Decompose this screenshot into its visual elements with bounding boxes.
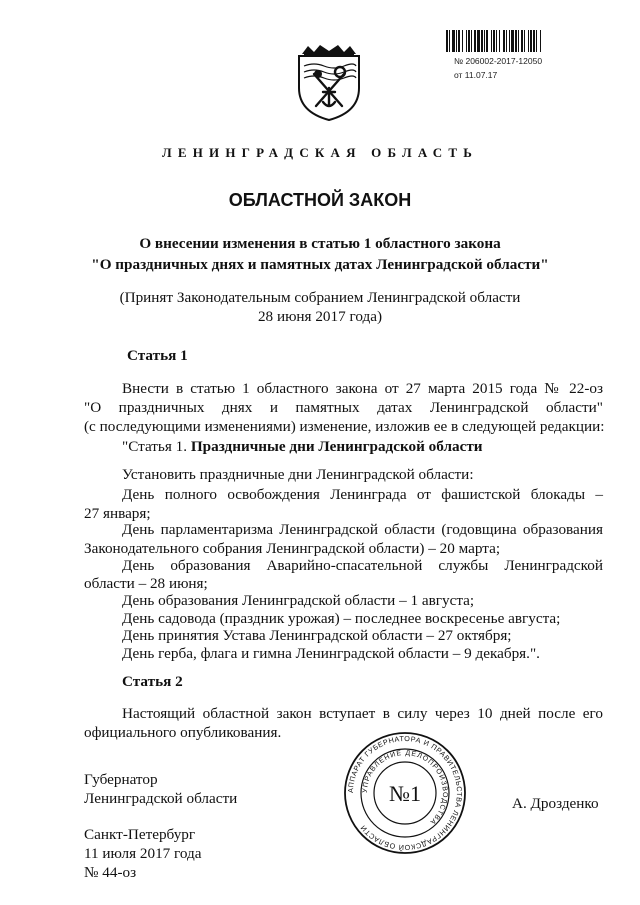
holiday-line: 27 января; bbox=[84, 505, 151, 522]
barcode-bar bbox=[503, 30, 505, 52]
quote-heading: Праздничные дни Ленинградской области bbox=[190, 438, 483, 455]
article2-line: официального опубликования. bbox=[84, 724, 282, 741]
signatory-title-line2: Ленинградской области bbox=[84, 790, 238, 807]
article1-intro-line: Внести в статью 1 областного закона от 27 марта 2015 года № 22-оз bbox=[122, 380, 603, 397]
stamp-number: №1 bbox=[389, 781, 421, 806]
signing-date: 11 июля 2017 года bbox=[84, 845, 202, 862]
law-subtitle-line2: "О праздничных днях и памятных датах Ленинградской области" bbox=[91, 256, 549, 273]
article1-intro-line: "О праздничных днях и памятных датах Ленинградской области" bbox=[84, 399, 603, 416]
article2-heading: Статья 2 bbox=[122, 673, 183, 690]
adoption-note-line1: (Принят Законодательным собранием Ленинградской области bbox=[119, 289, 521, 306]
city: Санкт-Петербург bbox=[84, 826, 196, 843]
law-number: № 44-оз bbox=[84, 864, 137, 881]
barcode-bar bbox=[530, 30, 532, 52]
holiday-line: День герба, флага и гимна Ленинградской области – 9 декабря.". bbox=[122, 645, 540, 662]
stamp-ring-text: АППАРАТ ГУБЕРНАТОРА И ПРАВИТЕЛЬСТВА ЛЕНИНГРАДСКОЙ ОБЛАСТИ bbox=[345, 733, 465, 853]
barcode-bar bbox=[474, 30, 476, 52]
registration-date: от 11.07.17 bbox=[454, 70, 498, 80]
quote-prefix: "Статья 1. bbox=[122, 438, 191, 455]
law-subtitle-line1: О внесении изменения в статью 1 областного закона bbox=[139, 235, 501, 252]
holiday-line: Законодательного собрания Ленинградской области) – 20 марта; bbox=[84, 540, 501, 557]
barcode-bar bbox=[521, 30, 523, 52]
barcode-bar bbox=[452, 30, 455, 52]
barcode-bar bbox=[471, 30, 472, 52]
barcode-bar bbox=[506, 30, 507, 52]
barcode-bar bbox=[524, 30, 525, 52]
region-title: ЛЕНИНГРАДСКАЯ ОБЛАСТЬ bbox=[161, 145, 479, 160]
law-type-heading: ОБЛАСТНОЙ ЗАКОН bbox=[228, 190, 412, 210]
registration-number: № 206002-2017-12050 bbox=[454, 56, 543, 66]
adoption-note-line2: 28 июня 2017 года) bbox=[257, 308, 383, 325]
holiday-line: День образования Аварийно-спасательной службы Ленинградской bbox=[122, 557, 603, 574]
article1-intro-line: (с последующими изменениями) изменение, изложив ее в следующей редакции: bbox=[84, 418, 605, 435]
barcode bbox=[446, 30, 586, 52]
holiday-line: День образования Ленинградской области – 1 августа; bbox=[122, 592, 475, 609]
article2-line: Настоящий областной закон вступает в силу через 10 дней после его bbox=[122, 705, 603, 722]
holiday-line: области – 28 июня; bbox=[84, 575, 208, 592]
barcode-bar bbox=[499, 30, 500, 52]
barcode-bar bbox=[496, 30, 497, 52]
official-stamp bbox=[342, 730, 468, 856]
signatory-name: А. Дрозденко bbox=[512, 795, 599, 812]
barcode-bar bbox=[540, 30, 541, 52]
stamp-inner-text: УПРАВЛЕНИЕ ДЕЛОПРОИЗВОДСТВА bbox=[361, 749, 449, 826]
barcode-bar bbox=[456, 30, 457, 52]
barcode-bar bbox=[486, 30, 488, 52]
holiday-line: День садовода (праздник урожая) – последнее воскресенье августа; bbox=[122, 610, 561, 627]
holidays-intro: Установить праздничные дни Ленинградской области: bbox=[122, 466, 474, 483]
barcode-bar bbox=[449, 30, 450, 52]
barcode-bar bbox=[484, 30, 485, 52]
holiday-line: День полного освобождения Ленинграда от фашистской блокады – bbox=[122, 486, 603, 503]
barcode-bar bbox=[518, 30, 519, 52]
barcode-bar bbox=[477, 30, 480, 52]
barcode-bar bbox=[481, 30, 483, 52]
barcode-bar bbox=[493, 30, 495, 52]
barcode-bar bbox=[462, 30, 463, 52]
holiday-line: День принятия Устава Ленинградской области – 27 октября; bbox=[122, 627, 512, 644]
barcode-bar bbox=[491, 30, 492, 52]
barcode-bar bbox=[515, 30, 517, 52]
holiday-line: День парламентаризма Ленинградской области (годовщина образования bbox=[122, 521, 603, 538]
signatory-title-line1: Губернатор bbox=[84, 771, 158, 788]
barcode-bar bbox=[536, 30, 537, 52]
barcode-bar bbox=[466, 30, 467, 52]
barcode-bar bbox=[528, 30, 529, 52]
barcode-bar bbox=[458, 30, 460, 52]
barcode-bar bbox=[468, 30, 470, 52]
barcode-bar bbox=[511, 30, 514, 52]
coat-of-arms-icon bbox=[296, 44, 362, 122]
barcode-bar bbox=[509, 30, 510, 52]
article1-heading: Статья 1 bbox=[127, 347, 188, 364]
barcode-bar bbox=[446, 30, 448, 52]
article1-quote-title bbox=[122, 438, 483, 456]
barcode-bar bbox=[533, 30, 535, 52]
